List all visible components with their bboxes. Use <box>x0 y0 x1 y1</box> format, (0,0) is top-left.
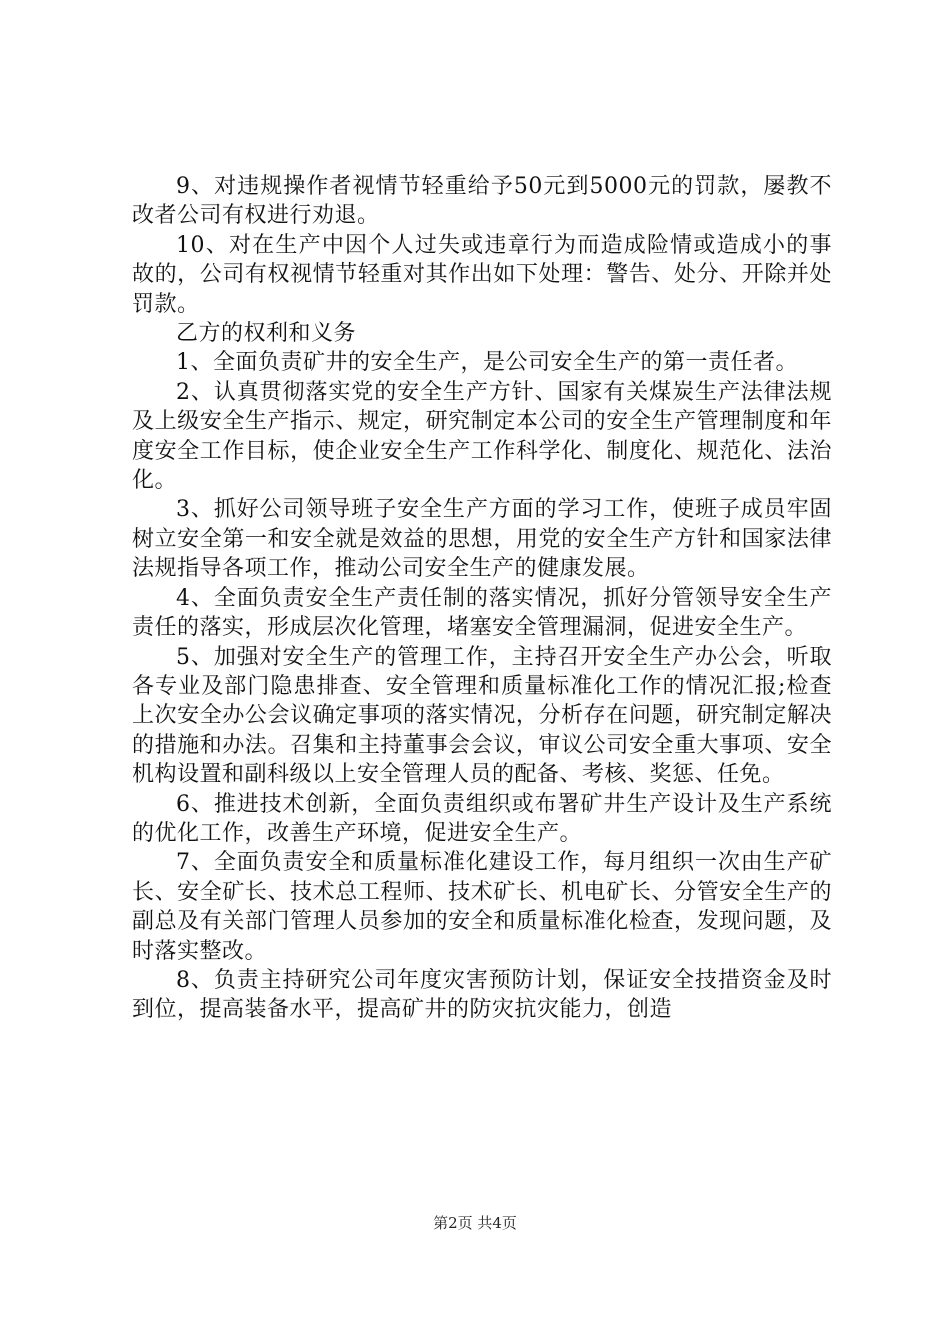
paragraph-b3: 3、抓好公司领导班子安全生产方面的学习工作，使班子成员牢固树立安全第一和安全就是效益的思想，用党的安全生产方针和国家法律法规指导各项工作，推动公司安全生产的健康发展。 <box>132 497 832 582</box>
section-heading-party-b: 乙方的权利和义务 <box>176 321 357 347</box>
paragraph-b2: 2、认真贯彻落实党的安全生产方针、国家有关煤炭生产法律法规及上级安全生产指示、规定，研究制定本公司的安全生产管理制度和年度安全工作目标，使企业安全生产工作科学化、制度化、规范化、法治化。 <box>132 379 832 494</box>
page-number-footer: 第2页 共4页 <box>433 1214 517 1232</box>
paragraph-10-accident-handling: 10、对在生产中因个人过失或违章行为而造成险情或造成小的事故的，公司有权视情节轻重对其作出如下处理：警告、处分、开除并处罚款。 <box>132 232 832 317</box>
paragraph-b4: 4、全面负责安全生产责任制的落实情况，抓好分管领导安全生产责任的落实，形成层次化管理，堵塞安全管理漏洞，促进安全生产。 <box>132 585 832 641</box>
paragraph-b5: 5、加强对安全生产的管理工作，主持召开安全生产办公会，听取各专业及部门隐患排查、安全管理和质量标准化工作的情况汇报;检查上次安全办公会议确定事项的落实情况，分析存在问题，研究制定解决的措施和办法。召集和主持董事会会议，审议公司安全重大事项、安全机构设置和副科级以上安全管理人员的配备、考核、奖惩、任免。 <box>132 644 832 788</box>
paragraph-b1: 1、全面负责矿井的安全生产，是公司安全生产的第一责任者。 <box>176 350 798 376</box>
paragraph-b7: 7、全面负责安全和质量标准化建设工作，每月组织一次由生产矿长、安全矿长、技术总工程师、技术矿长、机电矿长、分管安全生产的副总及有关部门管理人员参加的安全和质量标准化检查，发现问题，及时落实整改。 <box>132 850 832 964</box>
paragraph-9-penalty: 9、对违规操作者视情节轻重给予50元到5000元的罚款，屡教不改者公司有权进行劝退。 <box>132 174 832 229</box>
paragraph-b8: 8、负责主持研究公司年度灾害预防计划，保证安全技措资金及时到位，提高装备水平，提高矿井的防灾抗灾能力，创造 <box>132 967 832 1023</box>
document-body <box>132 172 832 1025</box>
paragraph-b6: 6、推进技术创新，全面负责组织或布署矿井生产设计及生产系统的优化工作，改善生产环境，促进安全生产。 <box>132 791 832 846</box>
